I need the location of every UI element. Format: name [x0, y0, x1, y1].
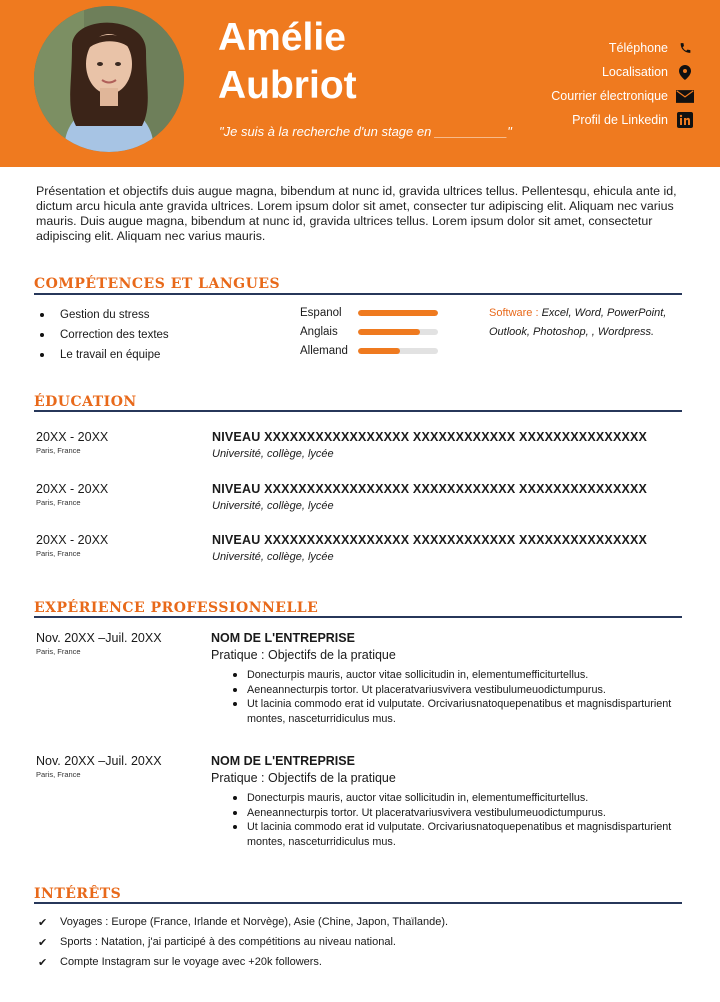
list-item [233, 668, 681, 683]
skill-label: Correction des textes [60, 329, 169, 341]
first-name: Amélie [218, 16, 346, 59]
skill-label: Gestion du stress [60, 309, 150, 321]
experience-date: Nov. 20XX –Juil. 20XX [36, 754, 162, 768]
skill-label: Le travail en équipe [60, 349, 161, 361]
checkmark-icon: ✔ [38, 916, 48, 929]
language-level-bar [358, 310, 438, 316]
education-institution: Université, collège, lycée [212, 448, 334, 460]
list-item [40, 345, 169, 365]
job-role: Pratique : Objectifs de la pratique [211, 771, 396, 785]
bullet-icon [233, 811, 237, 815]
language-row [300, 341, 438, 360]
list-item [233, 806, 681, 821]
list-item [233, 683, 681, 698]
phone-icon [676, 39, 694, 57]
language-name: Anglais [300, 325, 338, 338]
language-name: Espanol [300, 306, 342, 319]
language-row [300, 322, 438, 341]
experience-place: Paris, France [36, 647, 81, 656]
list-item [40, 305, 169, 325]
job-role: Pratique : Objectifs de la pratique [211, 648, 396, 662]
education-entry [36, 533, 696, 563]
skills-list [40, 305, 169, 365]
experience-date: Nov. 20XX –Juil. 20XX [36, 631, 162, 645]
bullet-icon [233, 688, 237, 692]
education-title: NIVEAU XXXXXXXXXXXXXXXXX XXXXXXXXXXXX XXXXXXXXXXXXXXX [212, 482, 648, 496]
checkmark-icon: ✔ [38, 936, 48, 949]
list-item [40, 325, 169, 345]
profile-photo [34, 6, 184, 152]
bullet-text: Aeneannecturpis tortor. Ut placeratvariusvivera vestibulumeuodictumpurus. [247, 683, 606, 696]
languages-list [300, 303, 438, 360]
experience-entry [36, 631, 696, 725]
interest-text: Compte Instagram sur le voyage avec +20k followers. [60, 956, 322, 968]
bullet-icon [233, 796, 237, 800]
education-section-title: ÉDUCATION [34, 394, 137, 410]
contact-email-label: Courrier électronique [551, 89, 668, 103]
skills-divider [34, 293, 682, 295]
list-item [233, 820, 681, 849]
contact-location[interactable] [414, 60, 694, 84]
education-date: 20XX - 20XX [36, 430, 109, 444]
interest-text: Voyages : Europe (France, Irlande et Norvège), Asie (Chine, Japon, Thaïlande). [60, 916, 449, 928]
envelope-icon [676, 87, 694, 105]
list-item [38, 952, 448, 972]
company-name: NOM DE L'ENTREPRISE [211, 631, 355, 645]
list-item [38, 932, 448, 952]
interests-divider [34, 902, 682, 904]
experience-divider [34, 616, 682, 618]
checkmark-icon: ✔ [38, 956, 48, 969]
contact-phone[interactable] [414, 36, 694, 60]
skills-section-title: COMPÉTENCES ET LANGUES [34, 276, 281, 292]
list-item [233, 791, 681, 806]
contact-linkedin-label: Profil de Linkedin [572, 113, 668, 127]
education-date: 20XX - 20XX [36, 533, 109, 547]
experience-bullets [233, 791, 681, 849]
education-entry [36, 430, 696, 460]
education-place: Paris, France [36, 446, 81, 455]
software-label: Software : [489, 307, 539, 319]
language-row [300, 303, 438, 322]
experience-bullets [233, 668, 681, 726]
presentation-text: Présentation et objectifs duis augue magna, bibendum at nunc id, gravida ultrices tellus. Pellentesqu, ehicula ante id, dictum arcu hicula ante gravida ultrices. Lorem ipsum dolor sit amet, consecter tur adipiscing elit. Aliquam nec varius mauris. Duis augue magna, bibendum at nunc id, gravida ultrices tellus. Lorem ipsum dolor sit amet, consectetur adipiscing elit. Aliquam nec varius mauris. [36, 184, 677, 243]
education-title: NIVEAU XXXXXXXXXXXXXXXXX XXXXXXXXXXXX XXXXXXXXXXXXXXX [212, 533, 648, 547]
last-name: Aubriot [218, 64, 357, 107]
education-place: Paris, France [36, 549, 81, 558]
software-text: Excel, Word, PowerPoint, Outlook, Photoshop, , Wordpress. [489, 307, 667, 338]
bullet-text: Ut lacinia commodo erat id vulputate. Orcivariusnatoquepenatibus et magnisdisparturient montes, nasceturridiculus mus. [247, 821, 672, 848]
education-institution: Université, collège, lycée [212, 551, 334, 563]
education-title: NIVEAU XXXXXXXXXXXXXXXXX XXXXXXXXXXXX XXXXXXXXXXXXXXX [212, 430, 648, 444]
language-level-bar [358, 348, 438, 354]
list-item [38, 912, 448, 932]
experience-place: Paris, France [36, 770, 81, 779]
list-item [233, 697, 681, 726]
education-date: 20XX - 20XX [36, 482, 109, 496]
education-place: Paris, France [36, 498, 81, 507]
company-name: NOM DE L'ENTREPRISE [211, 754, 355, 768]
language-level-fill [358, 310, 438, 316]
experience-section-title: EXPÉRIENCE PROFESSIONNELLE [34, 600, 319, 616]
language-name: Allemand [300, 344, 348, 357]
resume-header [0, 0, 720, 167]
bullet-icon [233, 825, 237, 829]
bullet-icon [233, 702, 237, 706]
interest-text: Sports : Natation, j'ai participé à des compétitions au niveau national. [60, 936, 396, 948]
contact-location-label: Localisation [601, 65, 668, 79]
bullet-icon [40, 313, 44, 317]
education-divider [34, 410, 682, 412]
interests-section-title: INTÉRÊTS [34, 886, 122, 902]
bullet-text: Ut lacinia commodo erat id vulputate. Orcivariusnatoquepenatibus et magnisdisparturient montes, nasceturridiculus mus. [247, 698, 672, 725]
location-pin-icon [676, 63, 694, 81]
candidate-name [218, 14, 357, 110]
interests-list [38, 912, 448, 972]
contact-phone-label: Téléphone [608, 41, 668, 55]
experience-entry [36, 754, 696, 848]
education-entry [36, 482, 696, 512]
language-level-fill [358, 329, 420, 335]
language-level-fill [358, 348, 400, 354]
contact-linkedin[interactable] [414, 108, 694, 132]
bullet-text: Donecturpis mauris, auctor vitae sollicitudin in, elementumefficiturtellus. [247, 792, 589, 804]
language-level-bar [358, 329, 438, 335]
contact-list [414, 36, 694, 132]
contact-email[interactable] [414, 84, 694, 108]
bullet-icon [40, 353, 44, 357]
linkedin-icon [676, 111, 694, 129]
bullet-icon [233, 673, 237, 677]
software-skills [489, 304, 689, 342]
bullet-text: Aeneannecturpis tortor. Ut placeratvariusvivera vestibulumeuodictumpurus. [247, 806, 606, 819]
education-institution: Université, collège, lycée [212, 500, 334, 512]
tagline: "Je suis à la recherche d'un stage en __________" [219, 124, 512, 139]
bullet-icon [40, 333, 44, 337]
bullet-text: Donecturpis mauris, auctor vitae sollicitudin in, elementumefficiturtellus. [247, 669, 589, 681]
